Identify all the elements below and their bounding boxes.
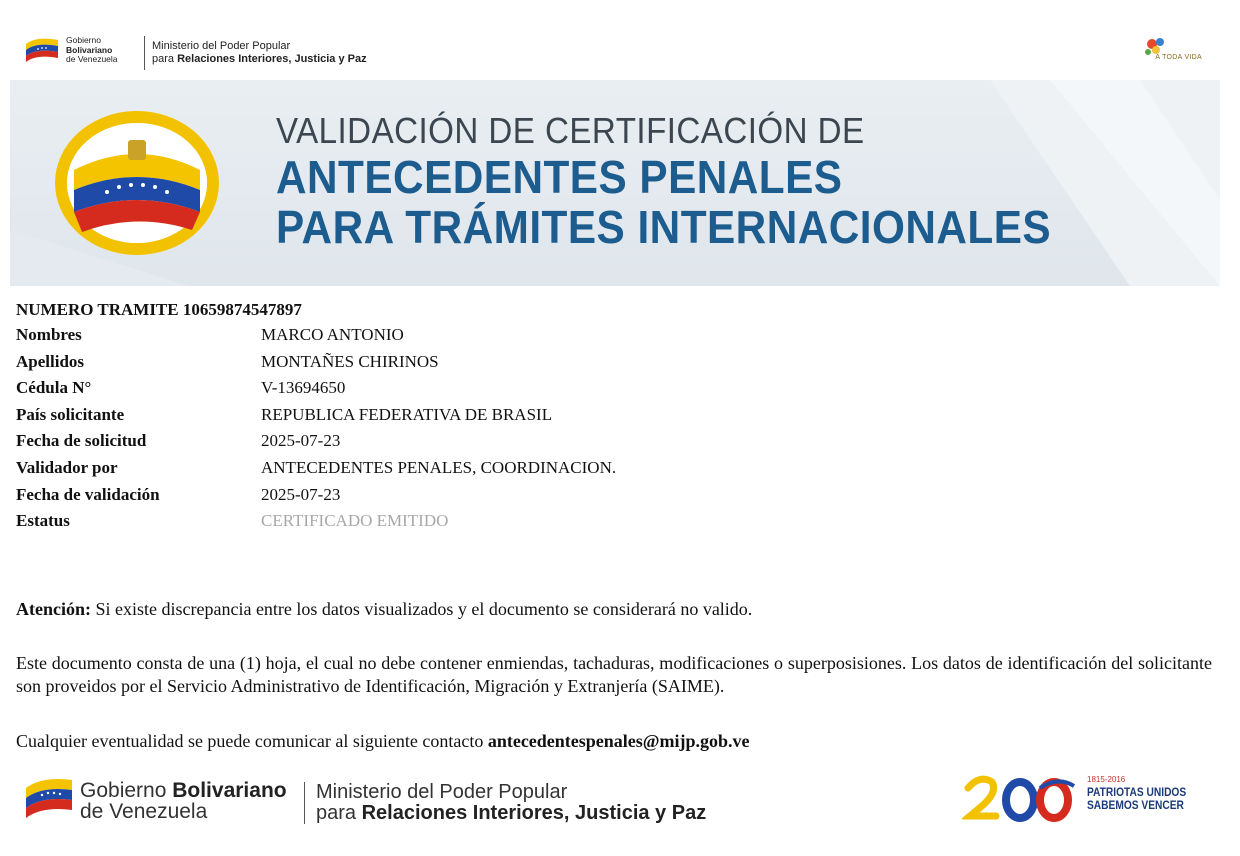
field-label: Fecha de solicitud: [16, 431, 147, 451]
field-label: Fecha de validación: [16, 484, 160, 504]
document-note: Este documento consta de una (1) hoja, el cual no debe contener enmiendas, tachaduras, modificaciones o superposisiones. Los datos de identificación del solicitante son proveidos por el Servicio Administrativo de Identificación, Migración y Extranjería (SAIME).: [16, 653, 1212, 696]
field-fecha-solicitud: [16, 431, 916, 458]
divider: [304, 782, 305, 824]
gov-logo-text: Gobierno Bolivariano de Venezuela: [66, 35, 118, 64]
divider: [144, 36, 145, 70]
ministry-seal-icon: [52, 108, 222, 258]
field-nombres: [16, 325, 916, 352]
field-validador: [16, 458, 916, 485]
field-label: Cédula N°: [16, 378, 92, 398]
title-banner: [10, 80, 1220, 286]
field-value: 2025-07-23: [261, 484, 341, 504]
field-label: País solicitante: [16, 404, 125, 424]
tramite-number: NUMERO TRAMITE 10659874547897: [16, 300, 302, 319]
field-value: MONTAÑES CHIRINOS: [261, 351, 439, 371]
attention-note: Atención: Si existe discrepancia entre los datos visualizados y el documento se considerará no valido.: [16, 599, 753, 619]
field-value: V-13694650: [261, 378, 346, 398]
field-value: ANTECEDENTES PENALES, COORDINACION.: [261, 457, 617, 477]
banner-title-line2: ANTECEDENTES PENALES: [276, 151, 843, 203]
footer-gov-text: Gobierno Bolivariano de Venezuela: [80, 779, 287, 823]
field-cedula: [16, 378, 916, 405]
field-apellidos: [16, 352, 916, 379]
years-text: 1815-2016: [1087, 775, 1126, 784]
footer-ministry-text: Ministerio del Poder Popular para Relaciones Interiores, Justicia y Paz: [316, 781, 707, 824]
top-header: [20, 28, 1220, 80]
a-toda-vida-text: A TODA VIDA: [1155, 54, 1202, 61]
field-value: REPUBLICA FEDERATIVA DE BRASIL: [261, 404, 553, 424]
field-fecha-validacion: [16, 485, 916, 512]
a-toda-vida-logo-icon: [1140, 34, 1204, 70]
venezuela-flag-icon: [24, 770, 74, 820]
status-value: CERTIFICADO EMITIDO: [261, 511, 449, 531]
banner-title-line1: VALIDACIÓN DE CERTIFICACIÓN DE: [276, 110, 865, 151]
field-label: Nombres: [16, 325, 82, 344]
contact-email: antecedentespenales@mijp.gob.ve: [487, 731, 750, 751]
ministry-text: Ministerio del Poder Popular para Relaciones Interiores, Justicia y Paz: [152, 40, 367, 65]
bicentenario-200-logo-icon: [962, 772, 1092, 824]
venezuela-flag-icon: [24, 34, 60, 64]
field-value: 2025-07-23: [261, 431, 341, 451]
field-estatus: [16, 511, 916, 538]
field-value: MARCO ANTONIO: [261, 325, 404, 344]
field-pais-solicitante: [16, 405, 916, 432]
record-fields: [16, 325, 916, 538]
slogan-text: PATRIOTAS UNIDOS SABEMOS VENCER: [1087, 785, 1187, 812]
banner-title-line3: PARA TRÁMITES INTERNACIONALES: [276, 201, 1052, 253]
contact-note: Cualquier eventualidad se puede comunicar al siguiente contacto antecedentespenales@mijp.gob.ve: [16, 731, 750, 751]
field-label: Apellidos: [16, 351, 85, 371]
field-label: Estatus: [16, 511, 70, 531]
field-label: Validador por: [16, 457, 118, 477]
